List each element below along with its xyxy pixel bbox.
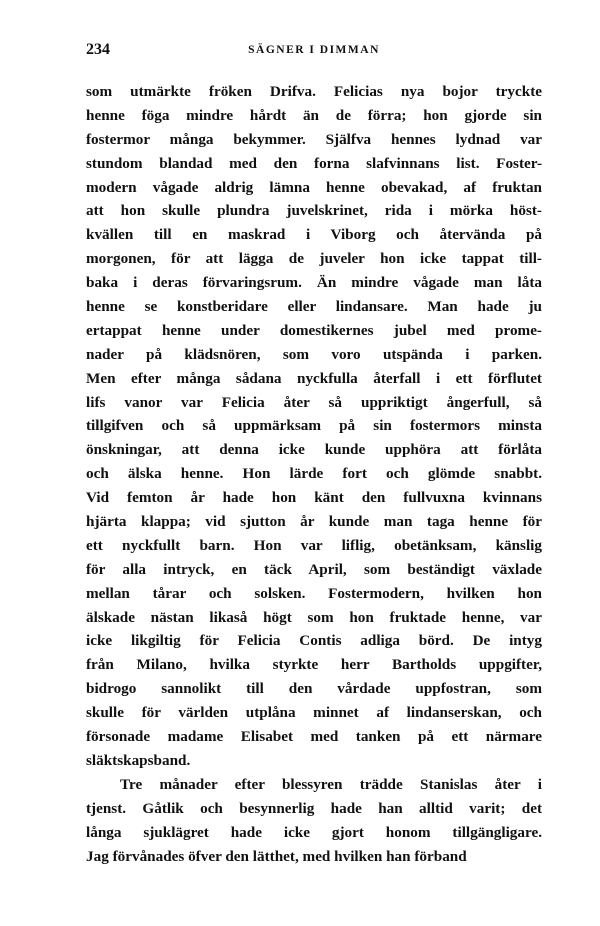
text-line: släktskapsband. (86, 751, 191, 769)
text-line: tjenst. Gåtlik och besynnerlig hade han alltid varit; det (86, 799, 542, 817)
text-line: Tre månader efter blessyren trädde Stanislas åter i (120, 775, 542, 793)
text-line: för alla intryck, en täck April, som beständigt växlade (86, 560, 542, 578)
text-line: långa sjuklägret hade icke gjort honom tillgängligare. (86, 823, 542, 841)
text-line: från Milano, hvilka styrkte herr Bartholds uppgifter, (86, 656, 542, 674)
running-title: SÄGNER I DIMMAN (248, 44, 380, 56)
text-line: bidrogo sannolikt till den vårdade uppfostran, som (86, 680, 542, 698)
text-line: ertappat henne under domestikernes jubel med prome- (86, 321, 542, 339)
text-line: älskade nästan likaså högt som hon fruktade henne, var (86, 608, 542, 626)
text-line: önskningar, att denna icke kunde upphöra att förlåta (86, 441, 542, 459)
paragraph (86, 773, 542, 869)
body-text (86, 80, 542, 868)
text-line: försonade madame Elisabet med tanken på ett närmare (86, 728, 542, 746)
text-line: fostermor många bekymmer. Själfva hennes lydnad var (86, 130, 542, 148)
text-line: morgonen, för att lägga de juveler hon icke tappat till- (86, 250, 542, 268)
text-line: och älska henne. Hon lärde fort och glömde snabbt. (86, 465, 542, 483)
text-line: henne föga mindre hårdt än de förra; hon gjorde sin (86, 106, 542, 124)
text-line: skulle för världen utplåna minnet af lindanserskan, och (86, 704, 542, 722)
text-line: kvällen till en maskrad i Viborg och återvända på (86, 226, 542, 244)
text-line: Men efter många sådana nyckfulla återfall i ett förflutet (86, 369, 542, 387)
page-header (86, 41, 542, 63)
text-line: att hon skulle plundra juvelskrinet, rida i mörka höst- (86, 202, 542, 220)
text-line: tillgifven och så uppmärksam på sin fostermors minsta (86, 417, 542, 435)
text-line: Jag förvånades öfver den lätthet, med hvilken han förband (86, 847, 467, 865)
text-line: lifs vanor var Felicia åter så uppriktigt ångerfull, så (86, 393, 542, 411)
text-line: mellan tårar och solsken. Fostermodern, hvilken hon (86, 584, 542, 602)
text-line: nader på klädsnören, som voro utspända i parken. (86, 345, 542, 363)
text-line: ett nyckfullt barn. Hon var liflig, obetänksam, känslig (86, 536, 542, 554)
text-line: icke likgiltig för Felicia Contis adliga börd. De intyg (86, 632, 542, 650)
text-line: stundom blandad med den forna slafvinnans list. Foster- (86, 154, 542, 172)
text-line: som utmärkte fröken Drifva. Felicias nya bojor tryckte (86, 83, 542, 100)
text-line: modern vågade aldrig lämna henne obevakad, af fruktan (86, 178, 542, 196)
paragraph (86, 80, 542, 773)
text-line: hjärta klappa; vid sjutton år kunde man taga henne för (86, 513, 542, 531)
text-line: henne se konstberidare eller lindansare. Man hade ju (86, 298, 542, 316)
text-line: Vid femton år hade hon känt den fullvuxna kvinnans (86, 489, 542, 507)
page-number: 234 (86, 41, 110, 58)
text-line: baka i deras förvaringsrum. Än mindre vågade man låta (86, 274, 542, 292)
